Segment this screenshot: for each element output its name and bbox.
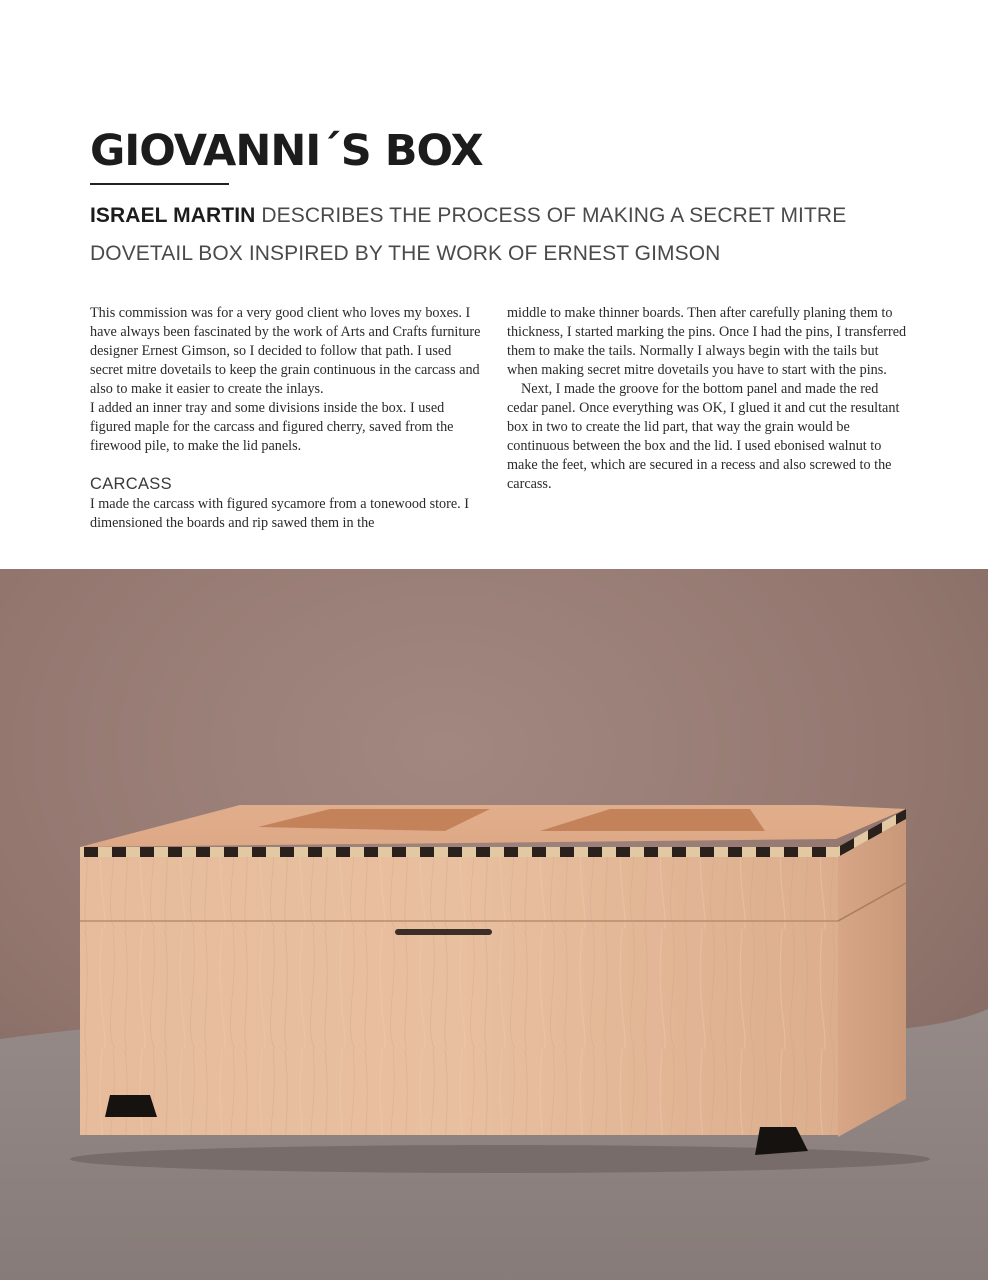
body-paragraph: middle to make thinner boards. Then after carefully planing them to thickness, I started marking the pins. Once I had the pins, I transferred them to make the tails. Normally I always begin with the tails but when making secret mitre dovetails you have to start with the pins. bbox=[507, 305, 907, 378]
body-paragraph: I added an inner tray and some divisions inside the box. I used figured maple for the carcass and figured cherry, saved from the firewood pile, to make the lid panels. bbox=[90, 400, 454, 454]
body-paragraph: I made the carcass with figured sycamore from a tonewood store. I dimensioned the boards and rip sawed them in the bbox=[90, 496, 469, 531]
box-photo bbox=[0, 569, 988, 1280]
box-front-grain bbox=[80, 857, 838, 1135]
box-pull bbox=[395, 929, 492, 935]
dovetail-band bbox=[80, 847, 838, 857]
author-name: ISRAEL MARTIN bbox=[90, 204, 256, 227]
foot-left bbox=[105, 1095, 157, 1117]
section-heading: CARCASS bbox=[90, 475, 172, 493]
text-column-left bbox=[90, 304, 482, 533]
body-paragraph: Next, I made the groove for the bottom panel and made the red cedar panel. Once everything was OK, I glued it and cut the resultant box in two to create the lid part, that way the grain would be continuous between the box and the lid. I used ebonised walnut to make the feet, which are secured in a recess and also screwed to the carcass. bbox=[507, 381, 900, 492]
standfirst bbox=[90, 197, 850, 273]
box-side bbox=[838, 819, 906, 1137]
title-rule bbox=[90, 183, 229, 185]
standfirst-text: DESCRIBES THE PROCESS OF MAKING A SECRET MITRE DOVETAIL BOX INSPIRED BY THE WORK OF ERNEST GIMSON bbox=[90, 204, 847, 265]
text-column-right bbox=[507, 304, 907, 494]
body-paragraph: This commission was for a very good client who loves my boxes. I have always been fascinated by the work of Arts and Crafts furniture designer Ernest Gimson, so I decided to follow that path. I used secret mitre dovetails to keep the grain continuous in the carcass and also to make it easier to create the inlays. bbox=[90, 305, 481, 397]
page-title: GIOVANNI´S BOX bbox=[90, 126, 483, 176]
